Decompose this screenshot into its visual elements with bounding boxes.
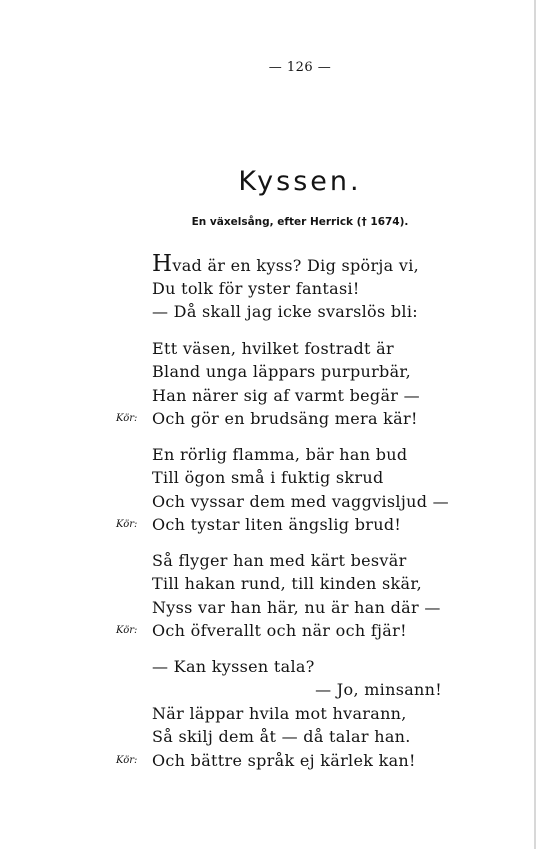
poem-line: Till hakan rund, till kinden skär, <box>152 574 422 593</box>
poem-line-reply: — Jo, minsann! <box>315 680 442 699</box>
stanza-1 <box>152 253 452 324</box>
poem-title: Kyssen. <box>238 166 362 197</box>
initial-letter: H <box>152 251 173 277</box>
poem-line: Du tolk för yster fantasi! <box>152 278 360 298</box>
stanza-2 <box>116 337 452 431</box>
poem-line: En rörlig flamma, bär han bud <box>152 444 408 464</box>
speaker-label: Kör: <box>116 519 138 530</box>
page-number: — 126 — <box>268 60 332 75</box>
poem-line: Nyss var han här, nu är han där — <box>152 597 441 617</box>
stanza-5 <box>116 655 452 773</box>
poem-line: Och vyssar dem med vaggvisljud — <box>152 491 449 511</box>
poem-line: Ett väsen, hvilket fostradt är <box>152 338 394 358</box>
poem-body <box>116 251 452 772</box>
poem-line: Så flyger han med kärt besvär <box>152 550 407 570</box>
poem-line: Till ögon små i fuktig skrud <box>152 468 384 487</box>
poem-line: — Då skall jag icke svarslös bli: <box>152 302 418 321</box>
poem-line: — Kan kyssen tala? <box>152 656 315 676</box>
chorus-line: Kör: Och bättre språk ej kärlek kan! <box>152 749 452 773</box>
speaker-label: Kör: <box>116 754 138 766</box>
poem-line: Så skilj dem åt — då talar han. <box>152 727 411 746</box>
stanza-4 <box>116 549 452 643</box>
chorus-line: Kör: Och öfverallt och när och fjär! <box>152 619 452 643</box>
poem-line: Bland unga läppars purpurbär, <box>152 362 411 381</box>
stanza-3 <box>116 443 452 537</box>
poem-line: Hvad är en kyss? Dig spörja vi, <box>152 251 420 277</box>
poem-subtitle: En växelsång, efter Herrick († 1674). <box>191 216 409 228</box>
chorus-line: Kör: Och gör en brudsäng mera kär! <box>152 407 452 431</box>
poem-line: Han närer sig af varmt begär — <box>152 385 420 405</box>
speaker-label: Kör: <box>116 625 138 636</box>
chorus-line: Kör: Och tystar liten ängslig brud! <box>152 513 452 537</box>
speaker-label: Kör: <box>116 413 138 424</box>
poem-line: När läppar hvila mot hvarann, <box>152 703 407 723</box>
